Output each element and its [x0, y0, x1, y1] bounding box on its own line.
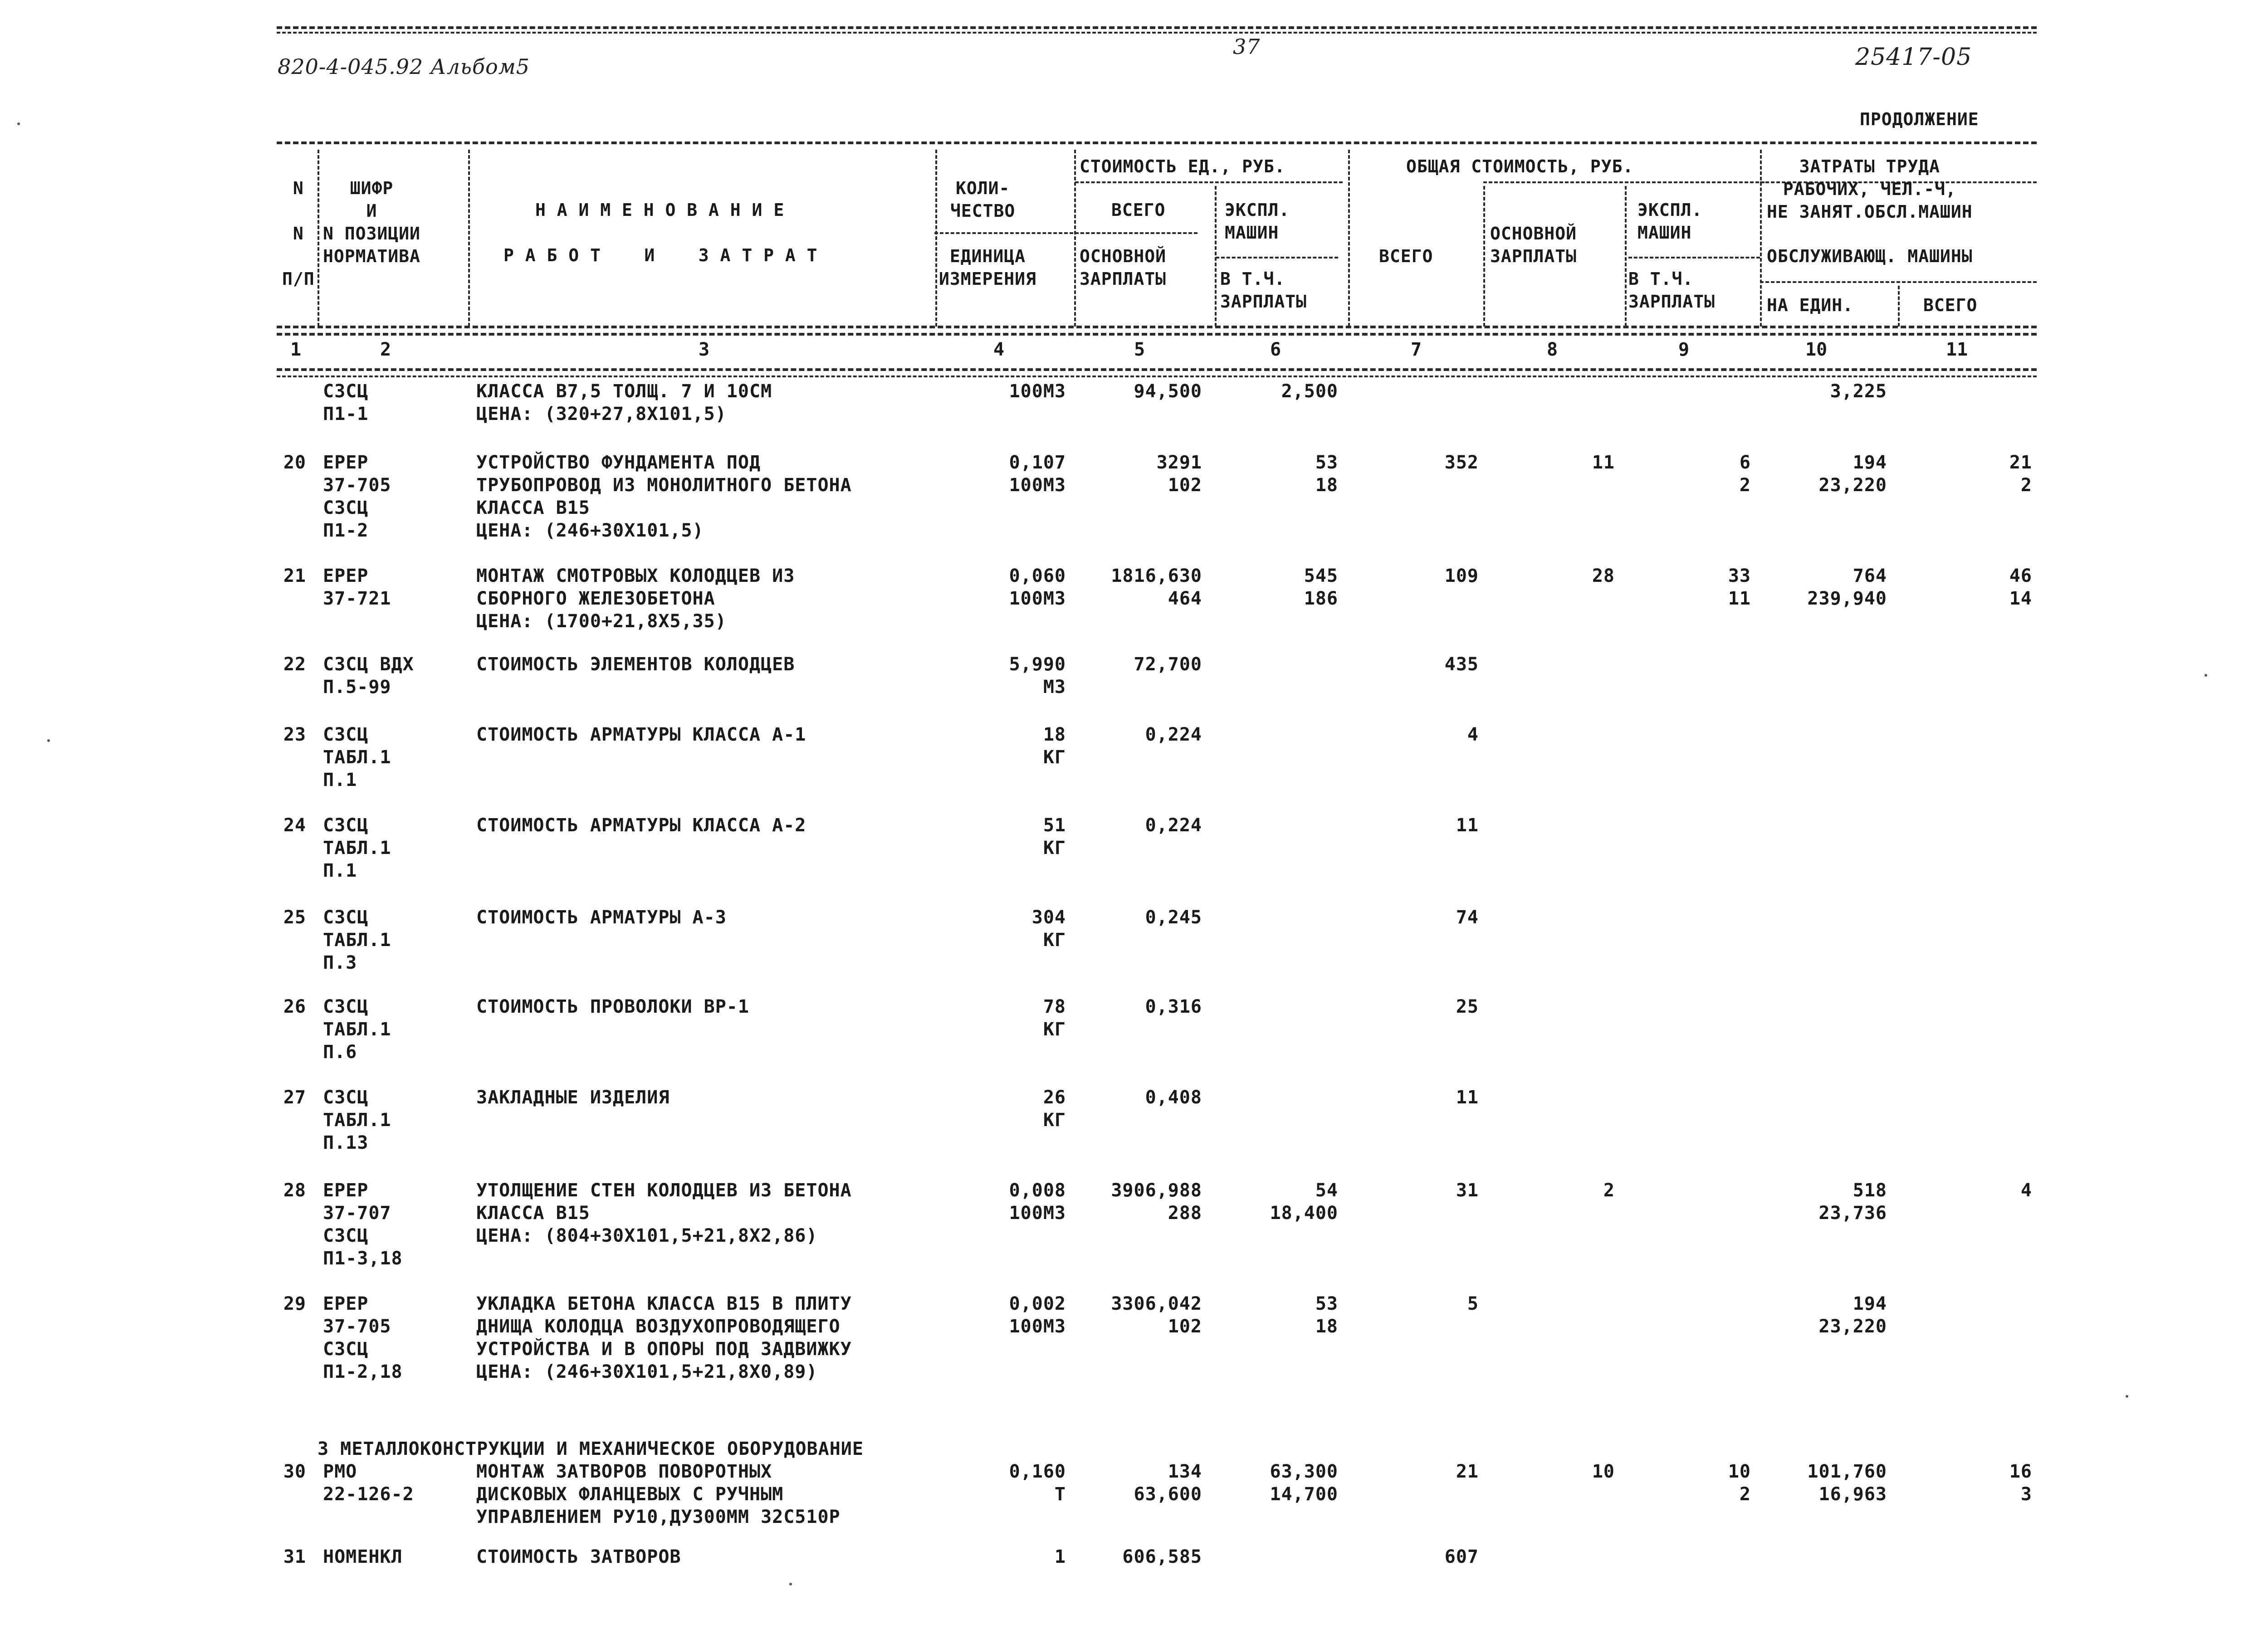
- cell-name: УТОЛЩЕНИЕ СТЕН КОЛОДЦЕВ ИЗ БЕТОНА КЛАССА В15 ЦЕНА: (804+30Х101,5+21,8Х2,86): [476, 1180, 852, 1246]
- cell-name: МОНТАЖ СМОТРОВЫХ КОЛОДЦЕВ ИЗ СБОРНОГО ЖЕЛЕЗОБЕТОНА ЦЕНА: (1700+21,8Х5,35): [476, 566, 795, 632]
- cell-c5: 0,245: [1145, 907, 1202, 928]
- cell-n: 28: [283, 1180, 306, 1201]
- cell-name: СТОИМОСТЬ АРМАТУРЫ КЛАССА А-1: [476, 724, 807, 745]
- cell-n: 25: [283, 907, 306, 928]
- hdr-col4-b: ЕДИНИЦА ИЗМЕРЕНИЯ: [939, 246, 1036, 289]
- cell-c11: 16 3: [2009, 1461, 2032, 1505]
- cell-c11: 21 2: [2009, 452, 2032, 496]
- cell-name: УСТРОЙСТВО ФУНДАМЕНТА ПОД ТРУБОПРОВОД ИЗ МОНОЛИТНОГО БЕТОНА КЛАССА В15 ЦЕНА: (246+30Х101,5): [476, 452, 852, 541]
- column-number: 3: [699, 339, 710, 360]
- top-rule: [277, 26, 2037, 29]
- column-number: 1: [290, 339, 302, 360]
- cell-code: ЕРЕР 37-705 СЗСЦ П1-2: [323, 452, 391, 541]
- cell-c8: 2: [1603, 1180, 1615, 1201]
- cell-c7: 4: [1467, 724, 1479, 745]
- hdr-col3-a: Н А И М Е Н О В А Н И Е: [535, 200, 785, 220]
- cell-name: ЗАКЛАДНЫЕ ИЗДЕЛИЯ: [476, 1087, 670, 1108]
- scan-speck: [789, 1583, 792, 1585]
- cell-c8: 10: [1592, 1461, 1615, 1482]
- cell-qty: 0,160 Т: [1009, 1461, 1066, 1505]
- cell-c10: 101,760 16,963: [1807, 1461, 1887, 1505]
- cell-c7: 31: [1456, 1180, 1479, 1201]
- cell-qty: 78 КГ: [1043, 996, 1066, 1040]
- column-numbers-rule: [277, 368, 2037, 371]
- scan-speck: [47, 739, 50, 742]
- cell-qty: 5,990 М3: [1009, 654, 1066, 697]
- cell-code: СЗСЦ ТАБЛ.1 П.1: [323, 815, 391, 881]
- vline-3: [935, 150, 937, 327]
- hdr-col2: ШИФР И N ПОЗИЦИИ НОРМАТИВА: [323, 178, 420, 266]
- column-number: 5: [1134, 339, 1145, 360]
- cell-n: 23: [283, 724, 306, 745]
- labor-subrule-2: [1760, 281, 2037, 283]
- cell-name: КЛАССА В7,5 ТОЛЩ. 7 И 10СМ ЦЕНА: (320+27,8Х101,5): [476, 381, 772, 424]
- c5-subrule: [1075, 232, 1198, 234]
- cell-code: ЕРЕР 37-721: [323, 566, 391, 609]
- cell-n: 24: [283, 815, 306, 836]
- column-number: 8: [1547, 339, 1558, 360]
- cell-c5: 1816,630 464: [1111, 566, 1202, 609]
- hdr-col9-a: ЭКСПЛ. МАШИН: [1637, 200, 1703, 243]
- cell-name: СТОИМОСТЬ АРМАТУРЫ А-3: [476, 907, 727, 928]
- cell-code: СЗСЦ П1-1: [323, 381, 369, 424]
- cell-c10: 764 239,940: [1807, 566, 1887, 609]
- cell-code: ЕРЕР 37-705 СЗСЦ П1-2,18: [323, 1293, 403, 1382]
- doc-code: 25417-05: [1855, 44, 1972, 71]
- cell-c11: 4: [2020, 1180, 2032, 1201]
- vline-5: [1215, 186, 1217, 327]
- scan-speck: [2126, 1395, 2128, 1398]
- hdr-col3-b: Р А Б О Т И З А Т Р А Т: [503, 245, 818, 265]
- section-heading: 3 МЕТАЛЛОКОНСТРУКЦИИ И МЕХАНИЧЕСКОЕ ОБОРУДОВАНИЕ: [318, 1439, 864, 1459]
- cell-code: РМО 22-126-2: [323, 1461, 414, 1505]
- cell-name: СТОИМОСТЬ ПРОВОЛОКИ ВР-1: [476, 996, 749, 1017]
- cell-c5: 134 63,600: [1134, 1461, 1202, 1505]
- hdr-col5-a: ВСЕГО: [1111, 200, 1166, 220]
- cell-c8: 11: [1592, 452, 1615, 473]
- vline-9: [1760, 150, 1762, 327]
- cell-n: 20: [283, 452, 306, 473]
- hdr-col9-b: В Т.Ч. ЗАРПЛАТЫ: [1628, 269, 1716, 312]
- cell-code: СЗСЦ ТАБЛ.1 П.13: [323, 1087, 391, 1153]
- cell-c6: 63,300 14,700: [1270, 1461, 1338, 1505]
- cell-c6: 545 186: [1304, 566, 1338, 609]
- cell-c9: 10 2: [1728, 1461, 1751, 1505]
- vline-2: [468, 150, 470, 327]
- cell-name: СТОИМОСТЬ АРМАТУРЫ КЛАССА А-2: [476, 815, 807, 836]
- cell-c7: 74: [1456, 907, 1479, 928]
- cell-qty: 304 КГ: [1031, 907, 1066, 951]
- column-number: 4: [993, 339, 1005, 360]
- cell-qty: 51 КГ: [1043, 815, 1066, 858]
- cell-c5: 606,585: [1122, 1546, 1202, 1567]
- cell-n: 31: [283, 1546, 306, 1567]
- column-numbers-rule-2: [277, 376, 2037, 377]
- unit-cost-subrule: [1075, 181, 1343, 183]
- album-label: 820-4-045.92 Альбом5: [278, 54, 530, 79]
- cell-c5: 3291 102: [1156, 452, 1202, 496]
- scan-speck: [17, 122, 20, 125]
- cell-c10: 3,225: [1830, 381, 1887, 402]
- hdr-total-cost: ОБЩАЯ СТОИМОСТЬ, РУБ.: [1406, 156, 1634, 176]
- vline-1: [318, 150, 319, 327]
- cell-c5: 0,224: [1145, 815, 1202, 836]
- cell-qty: 18 КГ: [1043, 724, 1066, 768]
- vline-6: [1348, 150, 1350, 327]
- hdr-labor-sub: ОБСЛУЖИВАЮЩ. МАШИНЫ: [1767, 246, 1973, 266]
- cell-c7: 25: [1456, 996, 1479, 1017]
- cell-qty: 0,002 100М3: [1009, 1293, 1066, 1337]
- header-bottom-rule-2: [277, 333, 2037, 336]
- hdr-col8: ОСНОВНОЙ ЗАРПЛАТЫ: [1490, 224, 1577, 266]
- top-rule-2: [277, 32, 2037, 34]
- cell-c7: 435: [1444, 654, 1479, 675]
- c9-subrule: [1628, 257, 1760, 259]
- hdr-unit-cost: СТОИМОСТЬ ЕД., РУБ.: [1080, 156, 1286, 176]
- column-number: 9: [1678, 339, 1690, 360]
- cell-name: УКЛАДКА БЕТОНА КЛАССА В15 В ПЛИТУ ДНИЩА КОЛОДЦА ВОЗДУХОПРОВОДЯЩЕГО УСТРОЙСТВА И В ОПОРЫ ПОД ЗАДВИЖКУ ЦЕНА: (246+30Х101,5+21,8Х0,89): [476, 1293, 852, 1382]
- column-number: 10: [1805, 339, 1828, 360]
- hdr-col7: ВСЕГО: [1379, 246, 1433, 266]
- cell-c7: 352: [1444, 452, 1479, 473]
- cell-code: СЗСЦ ТАБЛ.1 П.6: [323, 996, 391, 1063]
- column-number: 11: [1946, 339, 1968, 360]
- cell-c5: 3906,988 288: [1111, 1180, 1202, 1224]
- c6-subrule: [1216, 257, 1338, 259]
- hdr-col5-b: ОСНОВНОЙ ЗАРПЛАТЫ: [1080, 246, 1167, 289]
- cell-code: СЗСЦ ВДХ П.5-99: [323, 654, 414, 697]
- cell-n: 27: [283, 1087, 306, 1108]
- cell-name: СТОИМОСТЬ ЭЛЕМЕНТОВ КОЛОДЦЕВ: [476, 654, 795, 675]
- cell-qty: 0,060 100М3: [1009, 566, 1066, 609]
- cell-c5: 0,408: [1145, 1087, 1202, 1108]
- cell-code: НОМЕНКЛ: [323, 1546, 403, 1567]
- cell-c5: 0,224: [1145, 724, 1202, 745]
- hdr-labor: ЗАТРАТЫ ТРУДА РАБОЧИХ, ЧЕЛ.-Ч, НЕ ЗАНЯТ.ОБСЛ.МАШИН: [1767, 156, 1973, 222]
- cell-qty: 0,107 100М3: [1009, 452, 1066, 496]
- cell-c7: 607: [1444, 1546, 1479, 1567]
- cell-qty: 100М3: [1009, 381, 1066, 402]
- page-number: 37: [1233, 34, 1261, 59]
- cell-c6: 53 18: [1315, 452, 1338, 496]
- vline-7: [1483, 186, 1485, 327]
- hdr-col10: НА ЕДИН.: [1767, 295, 1854, 315]
- column-number: 6: [1270, 339, 1281, 360]
- cell-n: 26: [283, 996, 306, 1017]
- cell-code: СЗСЦ ТАБЛ.1 П.1: [323, 724, 391, 790]
- cell-c10: 194 23,220: [1818, 452, 1887, 496]
- cell-c9: 6 2: [1739, 452, 1751, 496]
- column-number: 2: [380, 339, 391, 360]
- cell-c10: 518 23,736: [1818, 1180, 1887, 1224]
- cell-c5: 72,700: [1134, 654, 1202, 675]
- cell-name: СТОИМОСТЬ ЗАТВОРОВ: [476, 1546, 681, 1567]
- cell-code: СЗСЦ ТАБЛ.1 П.3: [323, 907, 391, 973]
- cell-c7: 11: [1456, 1087, 1479, 1108]
- scan-speck: [2204, 674, 2207, 677]
- column-number: 7: [1411, 339, 1422, 360]
- cell-c11: 46 14: [2009, 566, 2032, 609]
- cell-c5: 94,500: [1134, 381, 1202, 402]
- cell-c6: 54 18,400: [1270, 1180, 1338, 1224]
- hdr-col11: ВСЕГО: [1923, 295, 1978, 315]
- hdr-col6-a: ЭКСПЛ. МАШИН: [1225, 200, 1290, 243]
- header-top-rule: [277, 141, 2037, 144]
- cell-qty: 0,008 100М3: [1009, 1180, 1066, 1224]
- cell-c10: 194 23,220: [1818, 1293, 1887, 1337]
- cell-c5: 0,316: [1145, 996, 1202, 1017]
- cell-c7: 21: [1456, 1461, 1479, 1482]
- cell-c9: 33 11: [1728, 566, 1751, 609]
- cell-n: 22: [283, 654, 306, 675]
- cell-n: 30: [283, 1461, 306, 1482]
- cell-n: 29: [283, 1293, 306, 1314]
- hdr-col4-a: КОЛИ- ЧЕСТВО: [950, 178, 1016, 221]
- total-cost-subrule: [1483, 181, 1765, 183]
- vline-10: [1898, 286, 1900, 327]
- cell-qty: 1: [1054, 1546, 1066, 1567]
- cell-c8: 28: [1592, 566, 1615, 586]
- cell-c7: 11: [1456, 815, 1479, 836]
- continuation-label: ПРОДОЛЖЕНИЕ: [1860, 109, 1979, 129]
- hdr-col1: N N П/П: [282, 178, 315, 289]
- vline-4: [1074, 150, 1076, 327]
- cell-n: 21: [283, 566, 306, 586]
- cell-qty: 26 КГ: [1043, 1087, 1066, 1131]
- hdr-col6-b: В Т.Ч. ЗАРПЛАТЫ: [1220, 269, 1307, 312]
- cell-c7: 109: [1444, 566, 1479, 586]
- cell-c6: 2,500: [1281, 381, 1338, 402]
- cell-c7: 5: [1467, 1293, 1479, 1314]
- header-bottom-rule: [277, 326, 2037, 328]
- cell-name: МОНТАЖ ЗАТВОРОВ ПОВОРОТНЫХ ДИСКОВЫХ ФЛАНЦЕВЫХ С РУЧНЫМ УПРАВЛЕНИЕМ РУ10,ДУ300ММ 32С510Р: [476, 1461, 841, 1527]
- cell-c6: 53 18: [1315, 1293, 1338, 1337]
- vline-8: [1625, 186, 1627, 327]
- cell-c5: 3306,042 102: [1111, 1293, 1202, 1337]
- cell-code: ЕРЕР 37-707 СЗСЦ П1-3,18: [323, 1180, 403, 1269]
